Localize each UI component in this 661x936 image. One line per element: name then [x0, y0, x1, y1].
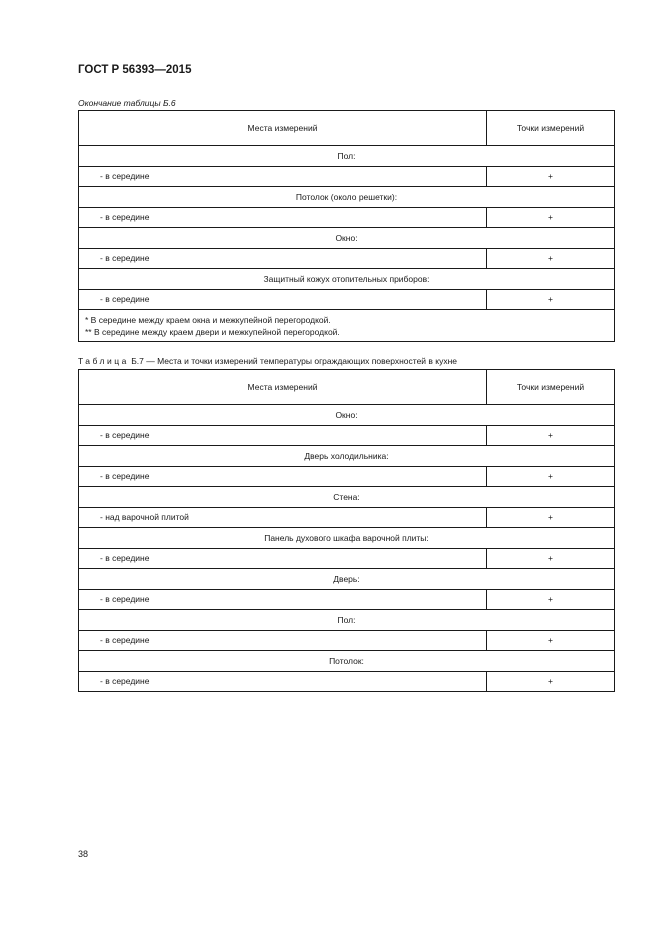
note-2: ** В середине между краем двери и межкупейной перегородкой. [85, 326, 340, 337]
section-label: Потолок (около решетки): [79, 187, 615, 208]
section-label: Пол: [79, 146, 615, 167]
table-row [79, 589, 615, 610]
mark-cell: + [487, 166, 615, 187]
place-cell: - в середине [79, 289, 487, 310]
table-row [79, 671, 615, 692]
section-label: Защитный кожух отопительных приборов: [79, 269, 615, 290]
column-header-points: Точки измерений [487, 111, 615, 146]
section-row [79, 446, 615, 467]
mark-cell: + [487, 507, 615, 528]
table-header-row [79, 111, 615, 146]
table-row [79, 630, 615, 651]
section-row [79, 228, 615, 249]
table-row [79, 507, 615, 528]
note-1: * В середине между краем окна и межкупейной перегородкой. [85, 314, 331, 325]
place-cell: - в середине [79, 248, 487, 269]
section-label: Окно: [79, 228, 615, 249]
table-row [79, 207, 615, 228]
table-row [79, 166, 615, 187]
table-7-caption-label: Таблица [78, 356, 129, 366]
mark-cell: + [487, 466, 615, 487]
place-cell: - в середине [79, 630, 487, 651]
mark-cell: + [487, 248, 615, 269]
table-7-caption-text: Б.7 — Места и точки измерений температуры ограждающих поверхностей в кухне [128, 356, 458, 366]
table-header-row [79, 370, 615, 405]
section-row [79, 187, 615, 208]
section-label: Окно: [79, 405, 615, 426]
place-cell: - в середине [79, 671, 487, 692]
mark-cell: + [487, 548, 615, 569]
table-7-caption [78, 356, 457, 366]
place-cell: - в середине [79, 589, 487, 610]
column-header-places: Места измерений [79, 111, 487, 146]
mark-cell: + [487, 289, 615, 310]
table-row [79, 466, 615, 487]
page-number: 38 [78, 849, 89, 859]
section-row [79, 528, 615, 549]
section-label: Дверь холодильника: [79, 446, 615, 467]
document-header: ГОСТ Р 56393—2015 [78, 64, 192, 76]
mark-cell: + [487, 589, 615, 610]
section-row [79, 487, 615, 508]
section-label: Потолок: [79, 651, 615, 672]
table-6-caption: Окончание таблицы Б.6 [78, 98, 176, 108]
notes-row [79, 310, 615, 342]
table-notes [79, 310, 615, 342]
section-label: Стена: [79, 487, 615, 508]
place-cell: - в середине [79, 466, 487, 487]
section-row [79, 610, 615, 631]
place-cell: - в середине [79, 425, 487, 446]
section-row [79, 651, 615, 672]
section-label: Панель духового шкафа варочной плиты: [79, 528, 615, 549]
place-cell: - в середине [79, 166, 487, 187]
section-label: Пол: [79, 610, 615, 631]
table-row [79, 548, 615, 569]
table-6 [78, 110, 615, 342]
table-row [79, 425, 615, 446]
section-row [79, 569, 615, 590]
table-row [79, 248, 615, 269]
place-cell: - над варочной плитой [79, 507, 487, 528]
table-row [79, 289, 615, 310]
section-row [79, 269, 615, 290]
mark-cell: + [487, 630, 615, 651]
section-row [79, 146, 615, 167]
table-7 [78, 369, 615, 692]
section-label: Дверь: [79, 569, 615, 590]
mark-cell: + [487, 207, 615, 228]
column-header-places: Места измерений [79, 370, 487, 405]
section-row [79, 405, 615, 426]
place-cell: - в середине [79, 207, 487, 228]
column-header-points: Точки измерений [487, 370, 615, 405]
mark-cell: + [487, 671, 615, 692]
mark-cell: + [487, 425, 615, 446]
place-cell: - в середине [79, 548, 487, 569]
